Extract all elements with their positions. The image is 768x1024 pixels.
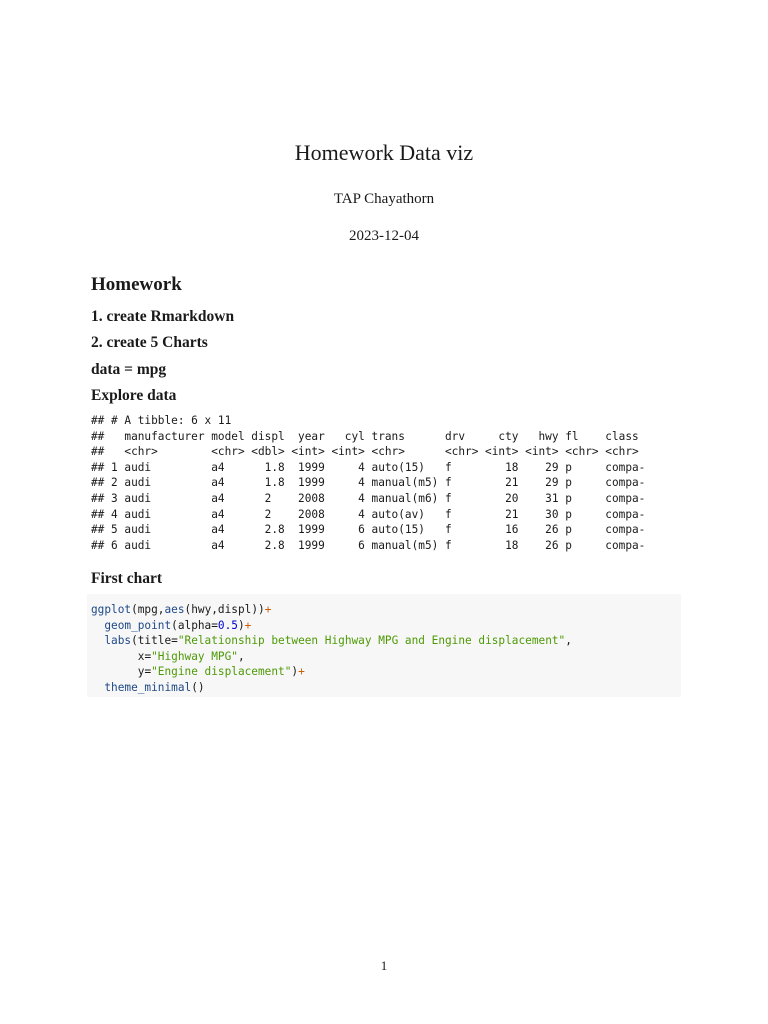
heading-create-charts: 2. create 5 Charts	[91, 334, 208, 351]
r-code-block	[87, 594, 681, 697]
code-token: x=	[137, 649, 152, 663]
code-token: ,	[237, 649, 245, 663]
code-token: )	[237, 618, 245, 632]
code-token: geom_point	[104, 618, 172, 632]
heading-homework: Homework	[91, 274, 182, 295]
output-line: ## 5 audi a4 2.8 1999 6 auto(15) f 16 26 p compa-	[91, 523, 646, 537]
output-line: ## 3 audi a4 2 2008 4 manual(m6) f 20 31 p compa-	[91, 491, 646, 505]
page-number: 1	[380, 958, 388, 973]
code-token: )	[291, 665, 299, 679]
code-token: (title=	[131, 634, 178, 648]
heading-explore-data: Explore data	[91, 387, 177, 404]
tibble-output	[91, 413, 645, 553]
document-author: TAP Chayathorn	[333, 191, 435, 207]
code-token: "Highway MPG"	[151, 649, 238, 663]
output-line: ## 4 audi a4 2 2008 4 auto(av) f 21 30 p compa-	[91, 507, 646, 521]
output-line: ## 1 audi a4 1.8 1999 4 auto(15) f 18 29 p compa-	[91, 460, 646, 474]
output-line: ## 2 audi a4 1.8 1999 4 manual(m5) f 21 29 p compa-	[91, 476, 646, 490]
code-token: (hwy,displ))	[184, 603, 265, 616]
code-token: "Engine displacement"	[151, 665, 292, 679]
output-line: ## # A tibble: 6 x 11	[91, 414, 232, 427]
code-token: ,	[565, 634, 572, 648]
code-token: ()	[191, 680, 205, 694]
code-token: +	[264, 603, 272, 616]
heading-first-chart: First chart	[91, 570, 163, 587]
code-token: y=	[137, 665, 152, 679]
document-date: 2023-12-04	[349, 228, 419, 244]
code-token: (alpha=	[171, 618, 218, 632]
output-line: ## 6 audi a4 2.8 1999 6 manual(m5) f 18 26 p compa-	[91, 538, 646, 552]
heading-create-rmarkdown: 1. create Rmarkdown	[91, 308, 235, 325]
code-token: 0.5	[217, 618, 238, 632]
code-token: "Relationship between Highway MPG and Engine displacement"	[177, 634, 566, 648]
code-token: ggplot	[91, 603, 132, 616]
code-token: labs	[104, 634, 132, 648]
code-token: +	[244, 618, 252, 632]
output-line: ## manufacturer model displ year cyl trans drv cty hwy fl class	[91, 429, 639, 443]
code-token: (mpg,	[131, 603, 165, 616]
r-code	[91, 602, 681, 696]
heading-data-mpg: data = mpg	[91, 361, 167, 378]
output-line: ## <chr> <chr> <dbl> <int> <int> <chr> <chr> <int> <int> <chr> <chr>	[91, 445, 639, 459]
code-token: +	[298, 665, 305, 679]
code-token: aes	[164, 603, 185, 616]
document-title: Homework Data viz	[294, 140, 474, 165]
code-token: theme_minimal	[104, 680, 192, 694]
